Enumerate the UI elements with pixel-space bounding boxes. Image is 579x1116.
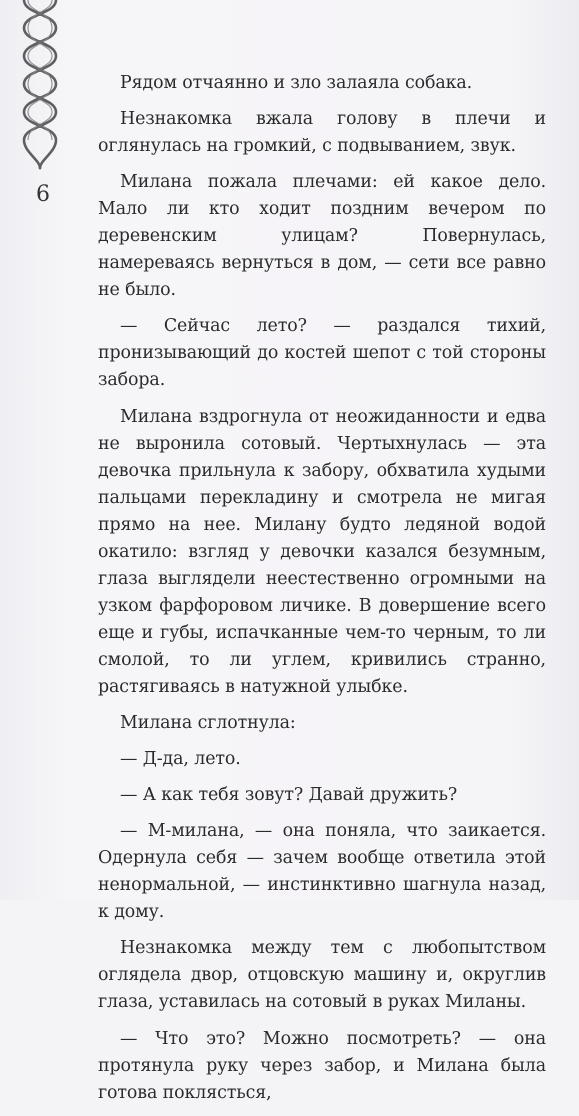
paragraph: — Что это? Можно посмотреть? — она протянула руку через забор, и Милана была готова поклясться,	[98, 1028, 546, 1103]
paragraph: — Д-да, лето.	[120, 749, 241, 770]
celtic-knot-chain-icon	[18, 0, 62, 170]
paragraph: — Сейчас лето? — раздался тихий, пронизывающий до костей шепот с той стороны забора.	[98, 316, 546, 391]
paragraph: Милана вздрогнула от неожиданности и едва не выронила сотовый. Чертыхнулась — эта девочка прильнула к забору, обхватила худыми пальцами перекладину и смотрела не мигая прямо на нее. Милану будто ледяной водой окатило: взгляд у девочки казался безумным, глаза выглядели неестественно огромными на узком фарфоровом личике. В довершение всего еще и губы, испачканные чем-то черным, то ли смолой, то ли углем, кривились странно, растягиваясь в натужной улыбке.	[98, 406, 546, 697]
paragraph: Милана пожала плечами: ей какое дело. Мало ли кто ходит поздним вечером по деревенским улицам? Повернулась, намереваясь вернуться в дом, — сети все равно не было.	[98, 172, 546, 301]
paragraph: — М-милана, — она поняла, что заикается. Одернула себя — зачем вообще ответила этой ненормальной, — инстинктивно шагнула назад, к дому.	[98, 821, 546, 923]
paragraph: Рядом отчаянно и зло залаяла собака.	[120, 73, 473, 93]
paragraph: — А как тебя зовут? Давай дружить?	[120, 785, 458, 806]
text-body	[98, 70, 546, 1116]
page-number: 6	[36, 182, 50, 207]
paragraph: Незнакомка вжала голову в плечи и оглянулась на громкий, с подвыванием, звук.	[98, 109, 546, 157]
paragraph: Незнакомка между тем с любопытством огляделa двор, отцовскую машину и, округлив глаза, уставилась на сотовый в руках Миланы.	[98, 938, 546, 1013]
paragraph: Милана сглотнула:	[120, 713, 296, 734]
